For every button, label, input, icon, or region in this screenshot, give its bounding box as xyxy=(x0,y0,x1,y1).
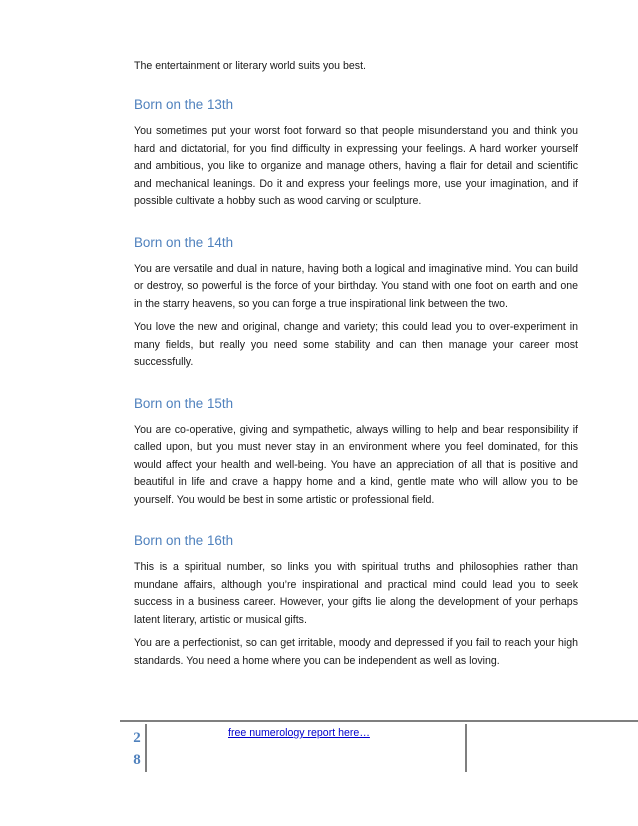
footer-column-divider xyxy=(145,724,147,772)
footer-divider xyxy=(120,720,638,722)
document-page xyxy=(134,58,578,670)
section-heading: Born on the 14th xyxy=(134,234,234,250)
section-paragraph: This is a spiritual number, so links you with spiritual truths and philosophies rather than mundane affairs, although you’re inspirational and practical mind could lead you to seek success in a business career. However, your gifts lie along the development of your perhaps latent literary, artistic or musical gifts. xyxy=(134,561,578,626)
page-number xyxy=(131,727,143,771)
section-born-13th xyxy=(134,96,578,211)
section-paragraph: You are co-operative, giving and sympathetic, always willing to help and bear responsibility if called upon, but you must never stay in an environment where you feel dominated, for this would affect your health and well-being. You have an appreciation of all that is positive and beautiful in life and crave a happy home and a kind, gentle mate who will allow you to be yourself. You would be best in some artistic or professional field. xyxy=(134,423,578,506)
intro-text: The entertainment or literary world suits you best. xyxy=(134,60,366,72)
section-born-15th xyxy=(134,395,578,510)
section-born-14th xyxy=(134,234,578,372)
page-number-digit: 8 xyxy=(133,752,141,768)
section-paragraph: You are a perfectionist, so can get irritable, moody and depressed if you fail to reach your high standards. You need a home where you can be independent as well as loving. xyxy=(134,637,578,667)
section-born-16th xyxy=(134,532,578,670)
section-heading: Born on the 15th xyxy=(134,395,234,411)
section-paragraph: You are versatile and dual in nature, having both a logical and imaginative mind. You can build or destroy, so powerful is the force of your birthday. You stand with one foot on earth and one in the starry heavens, so you can forge a true inspirational link between the two. xyxy=(134,262,578,310)
section-paragraph: You love the new and original, change and variety; this could lead you to over-experiment in many fields, but really you need some stability and can then manage your career most successfully. xyxy=(134,321,578,368)
section-heading: Born on the 13th xyxy=(134,97,234,112)
footer-column-divider xyxy=(465,724,467,772)
free-report-link[interactable]: free numerology report here… xyxy=(228,727,370,739)
section-heading: Born on the 16th xyxy=(134,533,234,548)
page-number-digit: 2 xyxy=(133,730,141,746)
section-paragraph: You sometimes put your worst foot forward so that people misunderstand you and think you hard and dictatorial, for you find difficulty in expressing your feelings. A hard worker yourself and ambitious, you like to organize and manage others, having a flair for detail and scientific and mechanical leanings. Do it and express your feelings more, use your imagination, and if possible cultivate a hobby such as wood carving or sculpture. xyxy=(134,125,578,207)
